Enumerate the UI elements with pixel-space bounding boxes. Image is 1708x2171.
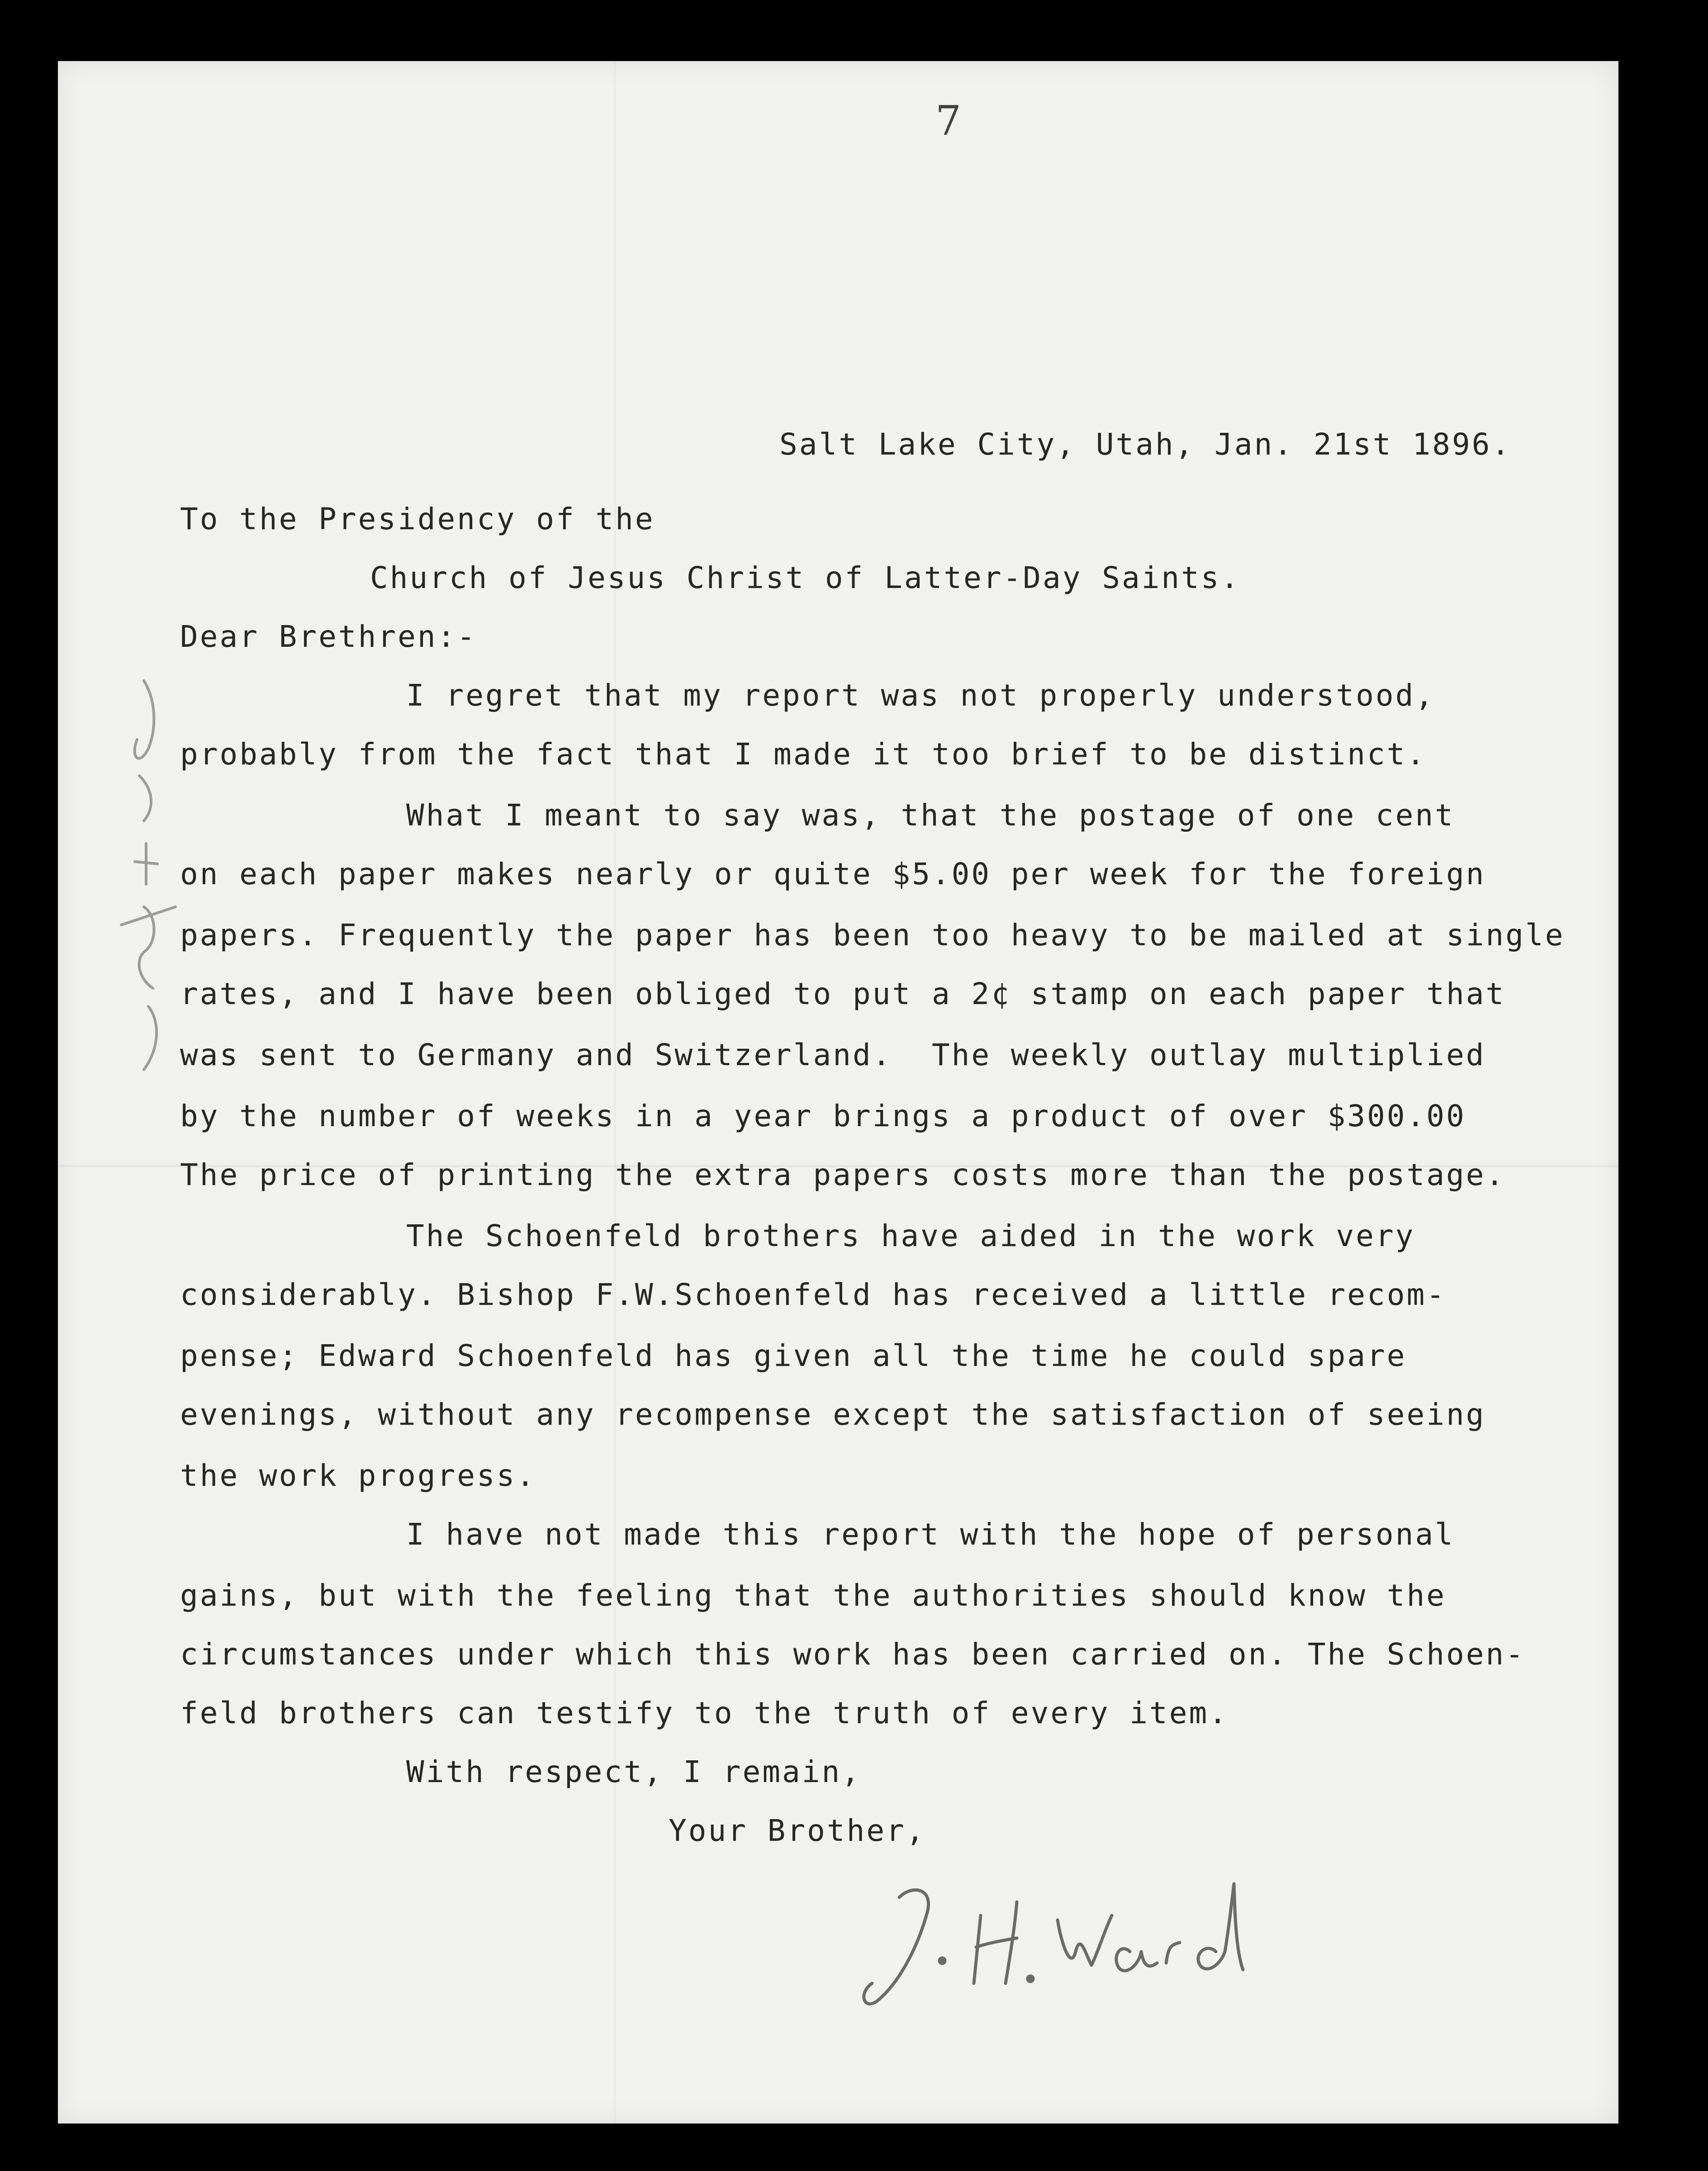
address-line-1: To the Presidency of the xyxy=(180,502,655,536)
paragraph-1-line: I regret that my report was not properly understood, xyxy=(406,678,1435,713)
paragraph-3-line: The Schoenfeld brothers have aided in the work very xyxy=(406,1218,1415,1253)
paragraph-3-line: evenings, without any recompense except the satisfaction of seeing xyxy=(180,1397,1486,1432)
address-line-2: Church of Jesus Christ of Latter-Day Saints. xyxy=(370,560,1241,595)
paragraph-2-line: on each paper makes nearly or quite $5.00 per week for the foreign xyxy=(180,857,1486,891)
letter-page xyxy=(58,61,1618,2124)
closing-line-1: With respect, I remain, xyxy=(406,1754,861,1789)
handwritten-signature xyxy=(845,1848,1279,2019)
paragraph-2-line: by the number of weeks in a year brings a product of over $300.00 xyxy=(180,1099,1466,1133)
paragraph-2-line: papers. Frequently the paper has been too heavy to be mailed at single xyxy=(180,918,1565,953)
paragraph-3-line: pense; Edward Schoenfeld has given all the time he could spare xyxy=(180,1338,1407,1373)
page-number-mark: 7 xyxy=(935,97,962,145)
paragraph-3-line: considerably. Bishop F.W.Schoenfeld has received a little recom- xyxy=(180,1277,1447,1312)
paragraph-4-line: circumstances under which this work has been carried on. The Schoen- xyxy=(180,1637,1526,1672)
paragraph-4-line: gains, but with the feeling that the authorities should know the xyxy=(180,1578,1447,1613)
closing-line-2: Your Brother, xyxy=(669,1813,926,1848)
paragraph-2-line: What I meant to say was, that the postage of one cent xyxy=(406,798,1455,833)
paragraph-1-line: probably from the fact that I made it too brief to be distinct. xyxy=(180,737,1427,772)
paragraph-2-line: rates, and I have been obliged to put a 2¢ stamp on each paper that xyxy=(180,976,1506,1011)
salutation: Dear Brethren:- xyxy=(180,619,477,654)
paragraph-3-line: the work progress. xyxy=(180,1458,536,1493)
paragraph-4-line: I have not made this report with the hope of personal xyxy=(406,1517,1455,1552)
paragraph-4-line: feld brothers can testify to the truth of every item. xyxy=(180,1696,1229,1730)
paragraph-2-line: The price of printing the extra papers costs more than the postage. xyxy=(180,1157,1506,1192)
letter-body xyxy=(58,61,1618,2124)
paragraph-2-line: was sent to Germany and Switzerland. The weekly outlay multiplied xyxy=(180,1038,1486,1072)
dateline: Salt Lake City, Utah, Jan. 21st 1896. xyxy=(779,427,1512,462)
